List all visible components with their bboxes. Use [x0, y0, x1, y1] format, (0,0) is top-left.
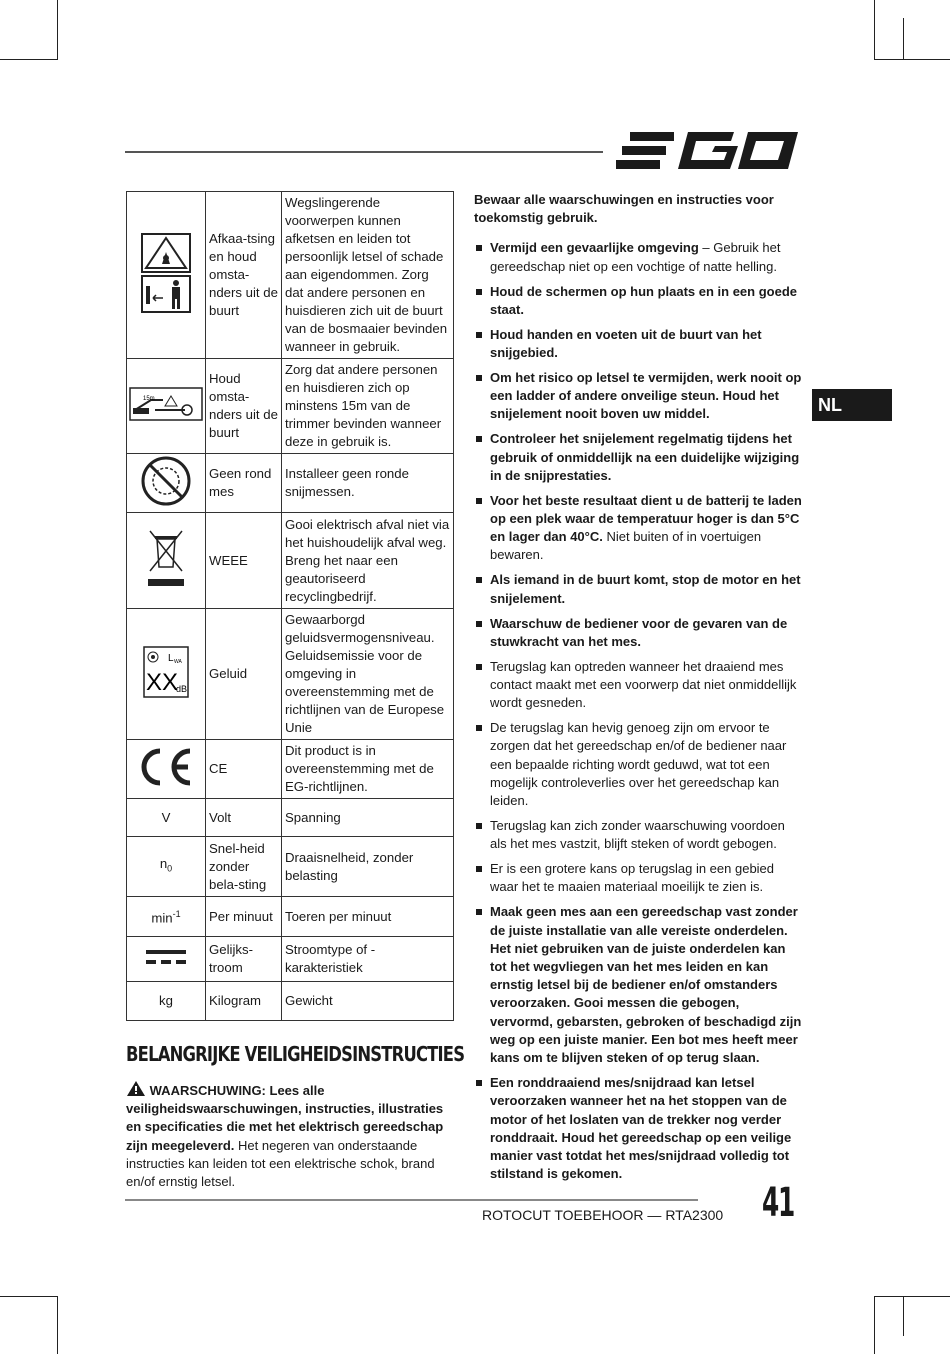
list-item: Houd handen en voeten uit de buurt van het snijgebied. — [474, 326, 802, 362]
svg-text:XX: XX — [146, 668, 179, 696]
crop-mark — [874, 1296, 875, 1354]
symbol-name: Kilogram — [206, 982, 282, 1021]
table-row — [127, 359, 454, 454]
table-row — [127, 982, 454, 1021]
symbol-name: Houd omsta-nders uit de buurt — [206, 359, 282, 454]
safety-instructions — [474, 191, 802, 1190]
crop-mark — [0, 1296, 58, 1297]
crop-mark — [903, 18, 904, 60]
svg-text:15m: 15m — [143, 395, 155, 402]
section-title: BELANGRIJKE VEILIGHEIDSINSTRUCTIES — [126, 1042, 465, 1066]
symbol-description: Gooi elektrisch afval niet via het huishoudelijk afval weg. Breng het naar een geautoriseerd recyclingbedrijf. — [282, 513, 454, 609]
symbol-name: Per minuut — [206, 897, 282, 937]
warning-paragraph — [126, 1080, 456, 1191]
warning-triangle-icon — [126, 1080, 146, 1097]
list-item: Terugslag kan optreden wanneer het draaiend mes contact maakt met een voorwerp dat niet onmiddellijk wordt gesneden. — [474, 658, 802, 713]
svg-text:L: L — [168, 652, 174, 664]
list-item: Houd de schermen op hun plaats en in een goede staat. — [474, 283, 802, 319]
table-row — [127, 513, 454, 609]
symbol-text: V — [127, 799, 206, 837]
ce-mark-icon — [136, 745, 196, 789]
symbol-description: Gewaarborgd geluidsvermogensniveau. Geluidsemissie voor de omgeving in overeenstemming met de richtlijnen van de Europese Unie — [282, 609, 454, 740]
symbol-name: Snel-heid zonder bela-sting — [206, 837, 282, 897]
list-item: Om het risico op letsel te vermijden, werk nooit op een ladder of andere onveilige steun. Houd het snijelement nooit boven uw middel. — [474, 369, 802, 424]
list-item: De terugslag kan hevig genoeg zijn om ervoor te zorgen dat het gereedschap en/of de bediener naar een bepaalde richting wordt geduwd, wat tot een mogelijk controleverlies over het gereedschap kan leiden. — [474, 719, 802, 810]
footer-rule — [125, 1199, 698, 1201]
table-row — [127, 740, 454, 799]
table-row — [127, 837, 454, 897]
symbol-description: Toeren per minuut — [282, 897, 454, 937]
crop-mark — [57, 0, 58, 60]
symbol-description: Draaisnelheid, zonder belasting — [282, 837, 454, 897]
symbol-description: Zorg dat andere personen en huisdieren zich op minstens 15m van de trimmer bevinden wanneer deze in gebruik is. — [282, 359, 454, 454]
symbol-name: Afkaa-tsing en houd omsta-nders uit de buurt — [206, 192, 282, 359]
page-number: 41 — [762, 1180, 795, 1226]
symbol-description: Dit product is in overeenstemming met de EG-richtlijnen. — [282, 740, 454, 799]
table-row — [127, 192, 454, 359]
crop-mark — [874, 0, 875, 60]
list-item: Waarschuw de bediener voor de gevaren van de stuwkracht van het mes. — [474, 615, 802, 651]
language-tab: NL — [812, 389, 892, 421]
symbol-text: $\min^{-1}$ — [127, 897, 206, 937]
symbol-name: CE — [206, 740, 282, 799]
symbol-description: Installeer geen ronde snijmessen. — [282, 454, 454, 513]
symbol-text: kg — [127, 982, 206, 1021]
table-row — [127, 799, 454, 837]
symbol-text: $n_0$ — [127, 837, 206, 897]
symbol-name: WEEE — [206, 513, 282, 609]
table-row — [127, 897, 454, 937]
list-item: Voor het beste resultaat dient u de batterij te laden op een plek waar de temperatuur hoger is dan 5°C en lager dan 40°C. Niet buiten of in voertuigen bewaren. — [474, 492, 802, 565]
direct-current-icon — [144, 947, 188, 967]
crop-mark — [874, 1296, 950, 1297]
weee-crossed-bin-icon — [146, 527, 186, 589]
crop-mark — [874, 59, 950, 60]
keep-distance-15m-icon — [129, 386, 203, 422]
table-row — [127, 937, 454, 982]
symbol-name: Geluid — [206, 609, 282, 740]
warning-bold-text: Lees alle veiligheidswaarschuwingen, instructies, illustraties en specificaties die met het elektrisch gereedschap zijn meegeleverd. — [126, 1083, 444, 1153]
list-item: Controleer het snijelement regelmatig tijdens het gebruik of onmiddellijk na een duidelijke wijziging in de snijprestaties. — [474, 430, 802, 485]
crop-mark — [57, 1296, 58, 1354]
symbol-description: Spanning — [282, 799, 454, 837]
crop-mark — [903, 1296, 904, 1336]
symbol-name: Geen rond mes — [206, 454, 282, 513]
svg-text:dB: dB — [176, 683, 188, 694]
sound-level-icon — [143, 646, 189, 698]
symbol-description: Stroomtype of -karakteristiek — [282, 937, 454, 982]
list-item: Als iemand in de buurt komt, stop de motor en het snijelement. — [474, 571, 802, 607]
symbol-description: Wegslingerende voorwerpen kunnen afketsen en leiden tot persoonlijk letsel of schade aan eigendommen. Zorg dat andere personen en huisdieren zich uit de buurt van de bosmaaier bevinden wanneer in gebruik. — [282, 192, 454, 359]
warning-label: WAARSCHUWING: — [149, 1083, 266, 1098]
list-item: Een ronddraaiend mes/snijdraad kan letsel veroorzaken wanneer het na het stoppen van de motor of het loslaten van de trekker nog verder ronddraait. Houd het gereedschap op een veilige manier vast totdat het mes/snijdraad volledig tot stilstand is gekomen. — [474, 1074, 802, 1183]
warning-text: Het negeren van onderstaande instructies kan leiden tot een elektrische schok, brand en/of ernstig letsel. — [126, 1137, 435, 1190]
intro-text: Bewaar alle waarschuwingen en instructies voor toekomstig gebruik. — [474, 192, 774, 226]
table-row — [127, 454, 454, 513]
thrown-objects-bystanders-icon — [136, 228, 196, 318]
symbol-name: Volt — [206, 799, 282, 837]
no-round-blade-icon — [140, 455, 192, 507]
list-item: Maak geen mes aan een gereedschap vast zonder de juiste installatie van alle vereiste onderdelen. Het niet gebruiken van de juiste onderdelen kan tot het wegvliegen van het mes leiden en kan ernstig letsel bij de bediener en/of omstanders veroorzaken. Gooi messen die gebogen, vervormd, gebarsten, gebroken of beschadigd zijn weg op een juiste manier. Een bot mes heeft meer kans om te blijven steken of op terug slaan. — [474, 903, 802, 1067]
crop-mark — [0, 59, 58, 60]
table-row — [127, 609, 454, 740]
header-rule — [125, 151, 603, 153]
svg-text:WA: WA — [174, 658, 182, 665]
ego-logo — [616, 128, 801, 174]
footer-product: ROTOCUT TOEBEHOOR — RTA2300 — [482, 1207, 724, 1223]
list-item: Terugslag kan zich zonder waarschuwing voordoen als het mes vastzit, blijft steken of wordt gebogen. — [474, 817, 802, 853]
list-item: Er is een grotere kans op terugslag in een gebied waar het te maaien materiaal moeilijk te zien is. — [474, 860, 802, 896]
symbol-name: Gelijks-troom — [206, 937, 282, 982]
list-item: Vermijd een gevaarlijke omgeving – Gebruik het gereedschap niet op een vochtige of natte helling. — [474, 239, 802, 275]
instruction-list — [474, 239, 802, 1183]
symbol-table — [126, 191, 454, 1021]
symbol-description: Gewicht — [282, 982, 454, 1021]
